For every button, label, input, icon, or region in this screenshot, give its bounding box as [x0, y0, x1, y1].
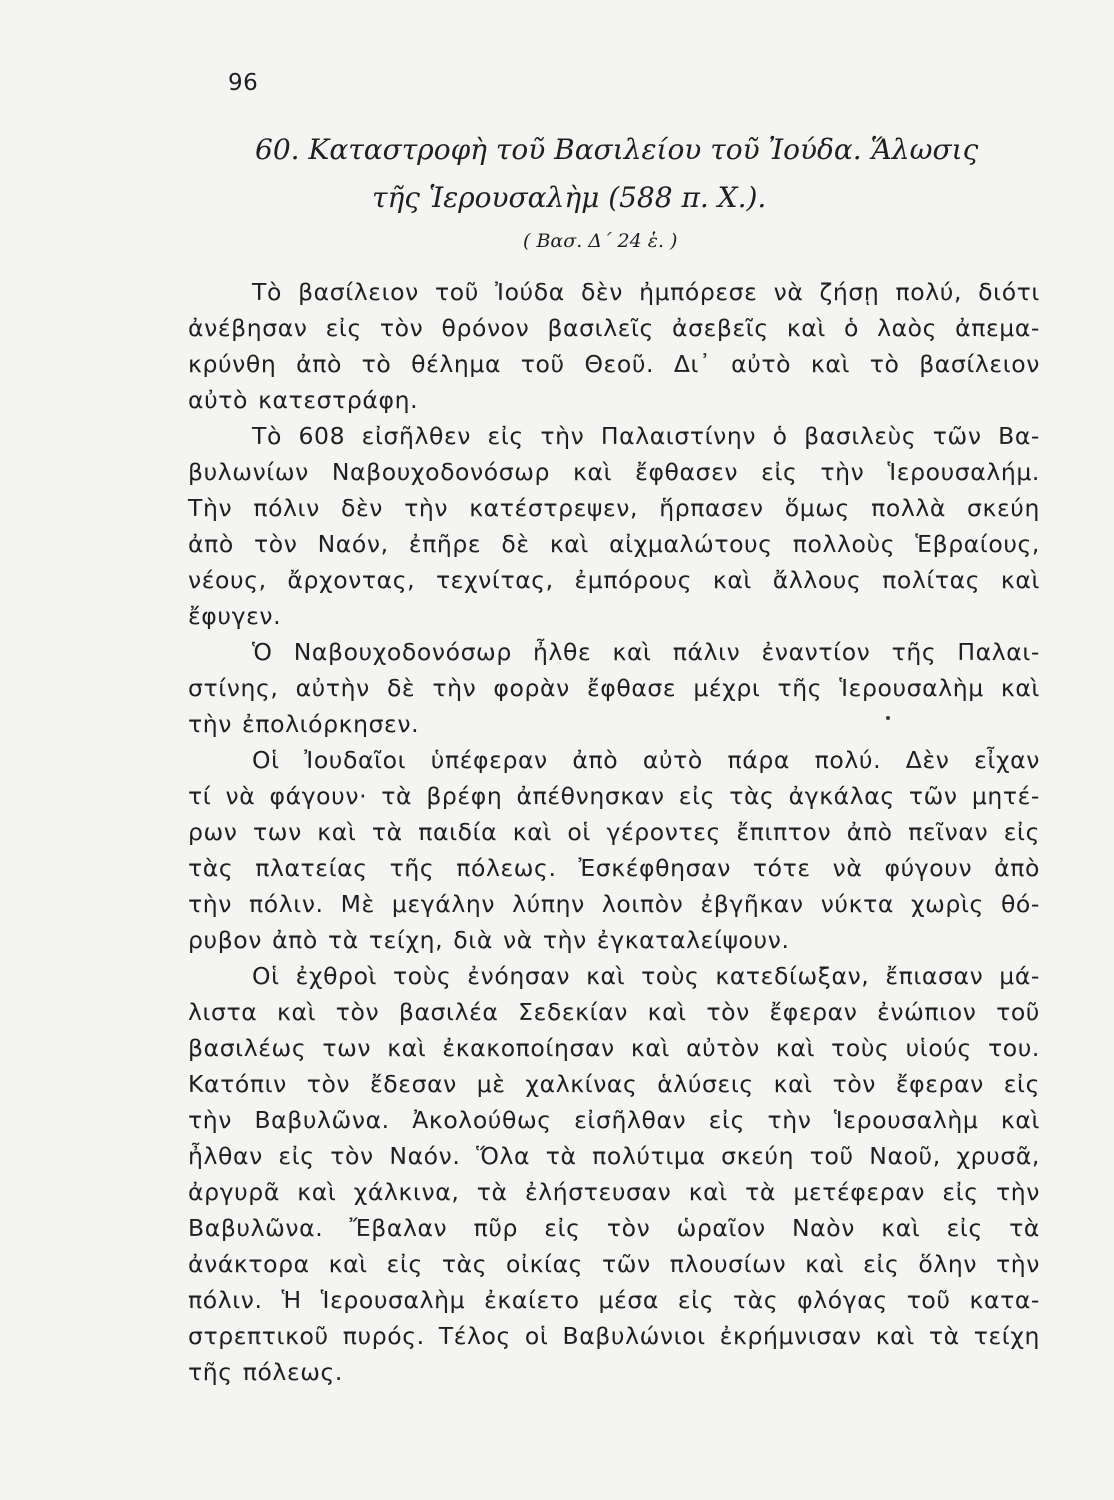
text-line: στίνης, αὐτὴν δὲ τὴν φορὰν ἔφθασε μέχρι τῆς Ἱερουσαλὴμ καὶ: [188, 674, 1040, 702]
text-line: ἀνάκτορα καὶ εἰς τὰς οἰκίας τῶν πλουσίων καὶ εἰς ὅλην τὴν: [188, 1250, 1040, 1278]
text-line: ἀργυρᾶ καὶ χάλκινα, τὰ ἐλήστευσαν καὶ τὰ μετέφεραν εἰς τὴν: [188, 1178, 1040, 1206]
text-line: Τὸ 608 εἰσῆλθεν εἰς τὴν Παλαιστίνην ὁ βασιλεὺς τῶν Βα-: [252, 422, 1040, 450]
text-line: τί νὰ φάγουν· τὰ βρέφη ἀπέθνησκαν εἰς τὰς ἀγκάλας τῶν μητέ-: [188, 782, 1040, 810]
text-line: ἀνέβησαν εἰς τὸν θρόνον βασιλεῖς ἀσεβεῖς καὶ ὁ λαὸς ἀπεμα-: [188, 314, 1040, 342]
text-line: Οἱ Ἰουδαῖοι ὑπέφεραν ἀπὸ αὐτὸ πάρα πολύ. Δὲν εἶχαν: [252, 746, 1040, 774]
text-line: νέους, ἄρχοντας, τεχνίτας, ἐμπόρους καὶ ἄλλους πολίτας καὶ: [188, 566, 1040, 594]
body-text: [188, 274, 1040, 1390]
chapter-title-line-1: 60. Καταστροφὴ τοῦ Βασιλείου τοῦ Ἰούδα. Ἅλωσις: [255, 133, 979, 166]
text-line: τὴν Βαβυλῶνα. Ἀκολούθως εἰσῆλθαν εἰς τὴν Ἱερουσαλὴμ καὶ: [188, 1106, 1040, 1134]
text-line: ἔφυγεν.: [188, 602, 282, 630]
scripture-reference: ( Βασ. Δ΄ 24 ἑ. ): [523, 230, 678, 252]
text-line: Βαβυλῶνα. Ἔβαλαν πῦρ εἰς τὸν ὡραῖον Ναὸν καὶ εἰς τὰ: [188, 1214, 1040, 1242]
text-line: Τὴν πόλιν δὲν τὴν κατέστρεψεν, ἥρπασεν ὅμως πολλὰ σκεύη: [188, 494, 1040, 522]
text-line: Ὁ Ναβουχοδονόσωρ ἦλθε καὶ πάλιν ἐναντίον τῆς Παλαι-: [252, 638, 1040, 666]
text-line: τὴν πόλιν. Μὲ μεγάλην λύπην λοιπὸν ἐβγῆκαν νύκτα χωρὶς θό-: [188, 890, 1040, 918]
print-speck: [886, 716, 890, 720]
text-line: ἦλθαν εἰς τὸν Ναόν. Ὅλα τὰ πολύτιμα σκεύη τοῦ Ναοῦ, χρυσᾶ,: [188, 1142, 1040, 1170]
text-line: βυλωνίων Ναβουχοδονόσωρ καὶ ἔφθασεν εἰς τὴν Ἱερουσαλήμ.: [188, 458, 1040, 486]
text-line: Οἱ ἐχθροὶ τοὺς ἐνόησαν καὶ τοὺς κατεδίωξαν, ἔπιασαν μά-: [252, 962, 1040, 990]
text-line: Τὸ βασίλειον τοῦ Ἰούδα δὲν ἠμπόρεσε νὰ ζήσῃ πολύ, διότι: [252, 278, 1040, 306]
text-line: ἀπὸ τὸν Ναόν, ἐπῆρε δὲ καὶ αἰχμαλώτους πολλοὺς Ἑβραίους,: [188, 530, 1040, 558]
chapter-title-line-2: τῆς Ἱερουσαλὴμ (588 π. Χ.).: [372, 181, 767, 214]
text-line: βασιλέως των καὶ ἐκακοποίησαν καὶ αὐτὸν καὶ τοὺς υἱούς του.: [188, 1034, 1040, 1062]
text-line: ρων των καὶ τὰ παιδία καὶ οἱ γέροντες ἔπιπτον ἀπὸ πεῖναν εἰς: [188, 818, 1040, 846]
text-line: λιστα καὶ τὸν βασιλέα Σεδεκίαν καὶ τὸν ἔφεραν ἐνώπιον τοῦ: [188, 998, 1040, 1026]
text-line: αὐτὸ κατεστράφη.: [188, 386, 419, 414]
text-line: Κατόπιν τὸν ἔδεσαν μὲ χαλκίνας ἁλύσεις καὶ τὸν ἔφεραν εἰς: [188, 1070, 1040, 1098]
text-line: τὴν ἐπολιόρκησεν.: [188, 710, 420, 738]
text-line: κρύνθη ἀπὸ τὸ θέλημα τοῦ Θεοῦ. Δι᾿ αὐτὸ καὶ τὸ βασίλειον: [188, 350, 1040, 378]
text-line: ρυβον ἀπὸ τὰ τείχη, διὰ νὰ τὴν ἐγκαταλείψουν.: [188, 926, 790, 954]
text-line: τῆς πόλεως.: [188, 1358, 343, 1386]
page-number: 96: [228, 70, 259, 96]
text-line: τὰς πλατείας τῆς πόλεως. Ἐσκέφθησαν τότε νὰ φύγουν ἀπὸ: [188, 854, 1040, 882]
text-line: στρεπτικοῦ πυρός. Τέλος οἱ Βαβυλώνιοι ἐκρήμνισαν καὶ τὰ τείχη: [188, 1322, 1040, 1350]
text-line: πόλιν. Ἡ Ἱερουσαλὴμ ἐκαίετο μέσα εἰς τὰς φλόγας τοῦ κατα-: [188, 1286, 1040, 1314]
